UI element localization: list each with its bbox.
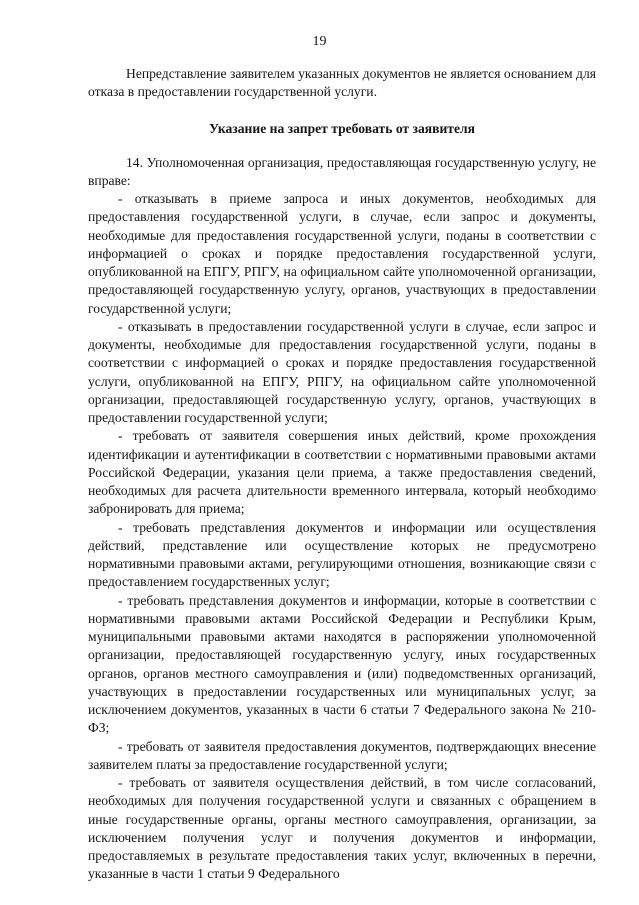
section-heading: Указание на запрет требовать от заявителя [209, 120, 475, 136]
paragraph-14: 14. Уполномоченная организация, предоставляющая государственную услугу, не вправе: [88, 154, 596, 188]
list-item-4: - требовать представления документов и информации или осуществления действий, представление или осуществление которых не предусмотрено нормативными правовыми актами, регулирующими отношения, возникающие связи с предоставлением государственных услуг; [88, 519, 596, 590]
document-body [88, 65, 596, 884]
list-item-6: - требовать от заявителя предоставления документов, подтверждающих внесение заявителем платы за предоставление государственной услуги; [88, 738, 596, 772]
list-item-3: - требовать от заявителя совершения иных действий, кроме прохождения идентификации и аутентификации в соответствии с нормативными правовыми актами Российской Федерации, указания цели приема, а также предоставления сведений, необходимых для расчета длительности временного интервала, который необходимо забронировать для приема; [88, 428, 596, 517]
intro-paragraph: Непредставление заявителем указанных документов не является основанием для отказа в предоставлении государственной услуги. [88, 66, 596, 100]
list-item-2: - отказывать в предоставлении государственной услуги в случае, если запрос и документы, необходимые для предоставления государственной услуги, поданы в соответствии с информацией о сроках и порядке предоставления государственной услуги, опубликованной на ЕПГУ, РПГУ, на официальном сайте уполномоченной организации, предоставляющей государственную услугу, органов, участвующих в предоставлении государственной услуги; [88, 318, 596, 425]
list-item-1: - отказывать в приеме запроса и иных документов, необходимых для предоставления государственной услуги, в случае, если запрос и документы, необходимые для предоставления государственной услуги, поданы в соответствии с информацией о сроках и порядке предоставления государственной услуги, опубликованной на ЕПГУ, РПГУ, на официальном сайте уполномоченной организации, предоставляющей государственную услугу, органов, участвующих в предоставлении государственной услуги; [88, 191, 596, 316]
list-item-5: - требовать представления документов и информации, которые в соответствии с нормативными правовыми актами Российской Федерации и Республики Крым, муниципальными правовыми актами находятся в распоряжении уполномоченной организации, предоставляющей государственную услугу, иных государственных органов, органов местного самоуправления и (или) подведомственных организаций, участвующих в предоставлении государственных или муниципальных услуг, за исключением документов, указанных в части 6 статьи 7 Федерального закона № 210-ФЗ; [88, 592, 596, 736]
list-item-7: - требовать от заявителя осуществления действий, в том числе согласований, необходимых для получения государственной услуги и связанных с обращением в иные государственные органы, органы местного самоуправления, организации, за исключением получения услуг и получения документов и информации, предоставляемых в результате предоставления таких услуг, включенных в перечни, указанные в части 1 статьи 9 Федерального [88, 775, 596, 882]
page-number: 19 [312, 34, 327, 49]
